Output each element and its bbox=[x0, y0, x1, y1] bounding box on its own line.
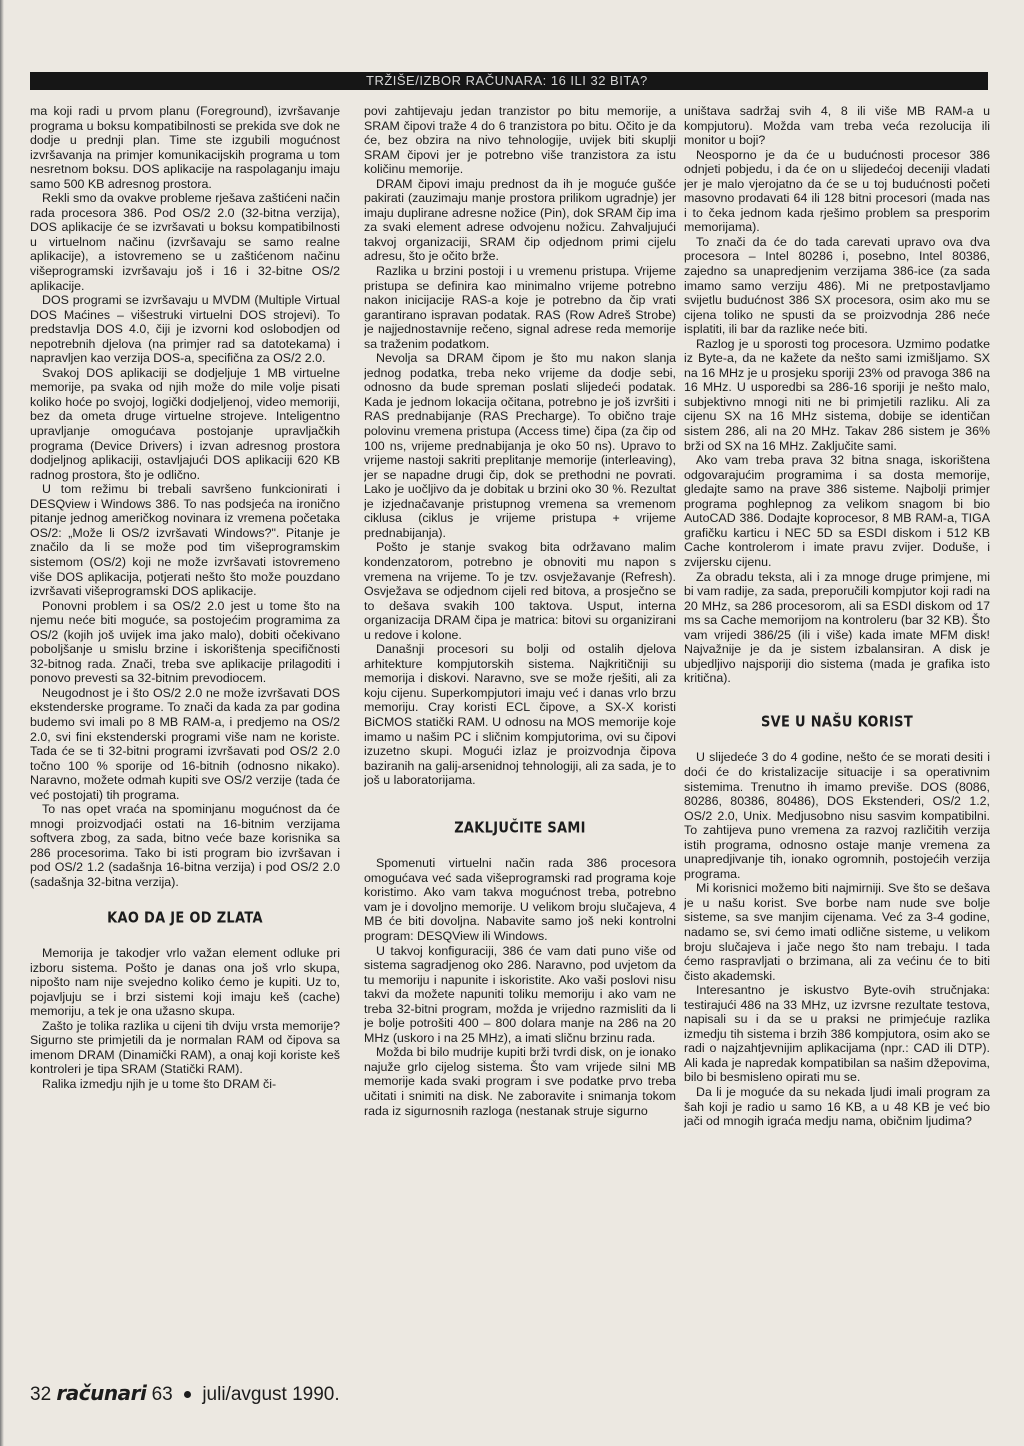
running-header bbox=[30, 72, 988, 90]
paragraph: ma koji radi u prvom planu (Foreground), izvršavanje programa u boksu kompatibilnosti se prekida sve dok ne dodje u prednji plan. Time ste izgubili mogućnost izvršavanja na primjer komunikacijskih programa u tom nesretnom boksu. DOS aplikacije na raspolaganju imaju samo 500 KB adresnog prostora. bbox=[30, 104, 340, 191]
issue-date: juli/avgust 1990. bbox=[202, 1384, 340, 1405]
section-heading: ZAKLJUČITE SAMI bbox=[454, 819, 586, 837]
paragraph: Ako vam treba prava 32 bitna snaga, iskorištena odgovarajućim programima i sa dosta memorije, gledajte samo na prave 386 sisteme. Najbolji primjer programa poghlepnog za velikom snagom bi bio AutoCAD 386. Dodajte koprocesor, 8 MB RAM-a, TIGA grafičku karticu i NEC 5D sa ESDI diskom i 512 KB Cache kontrolerom i imate pravu zvijer. Doduše, i zvijersku cijenu. bbox=[684, 453, 990, 569]
paragraph: Mi korisnici možemo biti najmirniji. Sve što se dešava je u našu korist. Sve borbe nam nude sve bolje sisteme, sa sve manjim cijenama. Već za 3-4 godine, nadamo se, svi ćemo imati odlične sisteme, u velikom broju slučajeva i jače nego što nam trebaju. I tada ćemo raspravljati o brzimana, ali za većinu će to biti čisto akademski. bbox=[684, 881, 990, 983]
paragraph: Spomenuti virtuelni način rada 386 procesora omogućava već sada višeprogramski rad programa koje koristimo. Ako vam takva mogućnost treba, potrebno vam je i dovoljno memorije. U velikom broju slučajeva, 4 MB će biti dovoljna. Nabavite samo još neki kontrolni program: DESQView ili Windows. bbox=[364, 856, 676, 943]
column-1 bbox=[30, 104, 340, 1366]
paragraph: Razlog je u sporosti tog procesora. Uzmimo podatke iz Byte-a, da ne kažete da nešto sami izmišljamo. SX na 16 MHz je u prosjeku sporiji 23% od pravoga 386 na 16 MHz. U usporedbi sa 286-16 sporiji je nešto malo, subjektivno mnogi niti ne bi primjetili razliku. Ali za cijenu SX na 16 MHz sistema, dobije se identičan sistem 286, ali na 20 MHz. Takav 286 sistem je 36% brži od SX na 16 MHz. Zaključite sami. bbox=[684, 336, 990, 453]
paragraph: Nevolja sa DRAM čipom je što mu nakon slanja jednog podatka, treba neko vrijeme da dodje sebi, odnosno da bude spreman poslati slijedeći podatak. Kada je jednom lokacija očitana, potrebno je još izvršiti i RAS prednabijanje (RAS Precharge). To obično traje polovinu vremena pristupa (Access time) čipa (za čip od 100 ns, vrijeme prednabijanja je oko 50 ns). Upravo to vrijeme nastoji sakriti preplitanje memorije (interleaving), jer se napadne drugi čip, dok se prethodni ne povrati. Lako je uočljivo da je dobitak u brzini oko 30 %. Rezultat je izjednačavanje pristupnog vremena sa vremenom ciklusa (ciklus je vrijeme pristupa + vrijeme prednabijanja). bbox=[364, 351, 676, 540]
header-title: TRŽIŠE/IZBOR RAČUNARA: 16 ILI 32 BITA? bbox=[366, 73, 648, 88]
paragraph: Pošto je stanje svakog bita održavano malim kondenzatorom, potrebno je obnoviti mu napon s vremena na vrijeme. To je tzv. osvježavanje (Refresh). Osvježava se odjednom cijeli red bitova, a prosječno se to dešava svakih 100 taktova. Usput, interna organizacija DRAM čipa je matrica: bitovi su organizirani u redove i kolone. bbox=[364, 540, 676, 642]
page-footer bbox=[30, 1378, 340, 1408]
column-3 bbox=[684, 104, 990, 1366]
paragraph: Zašto je tolika razlika u cijeni tih dviju vrsta memorije? Sigurno ste primjetili da je normalan RAM od čipova sa imenom DRAM (Dinamički RAM), a onaj koji koriste keš kontroleri je tipa SRAM (Statički RAM). bbox=[30, 1018, 340, 1077]
column-2 bbox=[364, 104, 676, 1366]
paragraph: Možda bi bilo mudrije kupiti brži tvrdi disk, on je ionako najuže grlo cijelog sistema. Što vam vrijede silni MB memorije kada svaki program i sve podatke prvo treba učitati i snimiti na disk. Ne zaboravite i snimanja tokom rada iz sigurnosnih razloga (nestanak struje sigurno bbox=[364, 1045, 676, 1118]
section-heading: KAO DA JE OD ZLATA bbox=[107, 909, 263, 927]
paragraph: To znači da će do tada carevati upravo ova dva procesora – Intel 80286 i, posebno, Intel 80386, zajedno sa unapredjenim verzijama 386-ice (za sada imamo samo verziju 486). Mi ne pretpostavljamo svijetlu budućnost 386 SX procesora, osim ako mu se cijena toliko ne spusti da se proizvodnja 286 neće isplatiti, ili bar da razlike neće biti. bbox=[684, 234, 990, 337]
paragraph: Današnji procesori su bolji od ostalih djelova arhitekture kompjutorskih sistema. Najkritičniji su memorija i diskovi. Naravno, sve se može rješiti, ali za koju cijenu. Superkompjutori imaju već i danas vrlo brzu memoriju. Cray koristi ECL čipove, a SX-X koristi BiCMOS statički RAM. U odnosu na MOS memorije koje imamo u našim PC i sličnim kompjutorima, ovi su čipovi izuzetno skupi. Mogući izlaz je proizvodnja čipova baziranih na galij-arsenidnoj tehnologiji, ali za sada, je to još u laboratorijama. bbox=[364, 642, 676, 788]
page-edge bbox=[0, 0, 4, 1446]
paragraph: Za obradu teksta, ali i za mnoge druge primjene, mi bi vam radije, za sada, preporučili kompjutor koji radi na 20 MHz, sa 286 procesorom, ali sa ESDI diskom od 17 ms sa Cache memorijom na kontroleru (bar 32 KB). Što vam vrijedi 386/25 (ili i više) kada imate MFM disk! Najvažnije je da je sistem izbalansiran. A disk je ubjedljivo najsporiji dio sistema (mada je grafika isto kritična). bbox=[684, 569, 990, 686]
issue-number: 63 bbox=[151, 1384, 173, 1405]
paragraph: Svakoj DOS aplikaciji se dodjeljuje 1 MB virtuelne memorije, pa svaka od njih može do mile volje pisati koliko hoće po svojoj, logički dodjeljenoj, video memoriji, bez da ometa druge virtuelne strojeve. Inteligentno upravljanje omogućava postojanje upravljačkih programa (Device Drivers) i izvan adresnog prostora dodjeljnog aplikaciji, ostavljajući DOS aplikaciji 620 KB radnog prostora, što je odlično. bbox=[30, 365, 340, 482]
paragraph: povi zahtijevaju jedan tranzistor po bitu memorije, a SRAM čipovi traže 4 do 6 tranzistora po bitu. Očito je da će, bez obzira na nivo tehnologije, uvijek biti skuplji SRAM čipovi jer je potrebno više tranzistora za istu količinu memorije. bbox=[364, 104, 676, 177]
paragraph: Interesantno je iskustvo Byte-ovih stručnjaka: testirajući 486 na 33 MHz, uz izvrsne rezultate testova, napisali su i da se u praksi ne primjećuje razlika izmedju tih sistema i brzih 386 kompjutora, osim ako se radi o najzahtjevnijim aplikacijama (npr.: CAD ili DTP). Ali kada je napredak kompatibilan sa našim džepovima, bilo bi besmisleno opirati mu se. bbox=[684, 983, 990, 1085]
page-number: 32 bbox=[30, 1384, 52, 1405]
paragraph: Da li je moguće da su nekada ljudi imali program za šah koji je radio u samo 16 KB, a u 48 KB je već bio jači od mnogih igraća medju nama, običnim ljudima? bbox=[684, 1085, 990, 1129]
bullet-dot bbox=[184, 1391, 191, 1398]
paragraph: Rekli smo da ovakve probleme rješava zaštićeni način rada procesora 386. Pod OS/2 2.0 (32-bitna verzija), DOS aplikacije će se izvršavati u boksu kompatibilnosti u virtuelnom načinu (izvršavaju se samo realne aplikacije), a istovremeno se u zaštićenom načinu višeprogramski izvršavaju još i 16 i 32-bitne OS/2 aplikacije. bbox=[30, 191, 340, 293]
paragraph: Razlika u brzini postoji i u vremenu pristupa. Vrijeme pristupa se definira kao minimalno vrijeme potrebno nakon inicijacije RAS-a koje je potrebno da čip vrati garantirano ispravan podatak. RAS (Row Adreš Strobe) je najjednostavnije rečeno, signal adrese reda memorije sa traženim podatkom. bbox=[364, 264, 676, 351]
paragraph: U slijedeće 3 do 4 godine, nešto će se morati desiti i doći će do kristalizacije situacije i sa operativnim sistemima. Trenutno ih imamo previše. DOS (8086, 80286, 80386, 80486), DOS Ekstenderi, OS/2 1.2, OS/2 2.0, Unix. Medjusobno nisu sasvim kompatibilni. To zahtijeva puno vremena za razvoj različitih verzija istih programa, odnosno ostaje manje vremena za unapredjivanje tih, ionako ogromnih, postojećih verzija programa. bbox=[684, 750, 990, 881]
paragraph: DOS programi se izvršavaju u MVDM (Multiple Virtual DOS Maćines – višestruki virtuelni DOS strojevi). To predstavlja DOS 4.0, čiji je izvorni kod oslobodjen od nepotrebnih djelova (na primjer rad sa datotekama) i napravljen kao verzija DOS-a, specifična za OS/2 2.0. bbox=[30, 293, 340, 366]
paragraph: DRAM čipovi imaju prednost da ih je moguće gušće pakirati (zauzimaju manje prostora prilikom ugradnje) jer imaju duplirane adresne nožice (Pin), dok SRAM čip ima za svaki element adrese odvojenu nožicu. Zahvaljujući takvoj organizaciji, SRAM čip odjednom primi cijelu adresu, što je očito brže. bbox=[364, 176, 676, 264]
paragraph: To nas opet vraća na spominjanu mogućnost da će mnogi proizvodjaći ostati na 16-bitnim verzijama softvera zbog, za sada, bitno veće baze korisnika sa 286 procesorima. Tako bi isti program bio izvršavan i pod OS/2 1.2 (sadašnja 16-bitna verzija) i pod OS/2 2.0 (sadašnja 32-bitna verzija). bbox=[30, 802, 340, 889]
paragraph: Ralika izmedju njih je u tome što DRAM či- bbox=[42, 1077, 277, 1091]
paragraph: Ponovni problem i sa OS/2 2.0 jest u tome što na njemu neće biti moguće, sa postojećim programima za OS/2 (kojih još uvijek ima jako malo), dobiti očekivano poboljšanje u smislu brzine i iskorištenja specifičnosti 32-bitnog rada. Znači, treba sve aplikacije prilagoditi i ponovo prevesti sa 32-bitnim prevodiocem. bbox=[30, 598, 340, 686]
paragraph: Neugodnost je i što OS/2 2.0 ne može izvršavati DOS ekstenderske programe. To znači da kada za par godina budemo svi imali po 8 MB RAM-a, i predjemo na OS/2 2.0, svi fini ekstenderski programi više nam ne koriste. Tada će se ti 32-bitni programi izvršavati pod OS/2 2.0 točno 100 % sporije od 16-bitnih (odnosno nikako). Naravno, možete odmah kupiti sve OS/2 verzije (tada će već postojati) tih programa. bbox=[30, 685, 340, 802]
section-heading: SVE U NAŠU KORIST bbox=[760, 713, 914, 731]
paragraph: Memorija je takodjer vrlo važan element odluke pri izboru sistema. Pošto je danas ona još vrlo skupa, nipošto nam nije svejedno koliko ćemo je kupiti. Uz to, pojavljuju se i brzi sistemi koji imaju keš (cache) memoriju, a tek je ona užasno skupa. bbox=[30, 946, 340, 1019]
paragraph: U tom režimu bi trebali savršeno funkcionirati i DESQview i Windows 386. To nas podsjeća na ironično pitanje jednog američkog novinara iz vremena početaka OS/2: „Može li OS/2 izvršavati Windows?". Pitanje je značilo da li se može pod tim višeprogramskim sistemom (OS/2) koji ne može izvršavati istovremeno više DOS aplikacija, potjerati nešto što može pouzdano izvršavati višeprogramski DOS aplikacije. bbox=[30, 482, 340, 599]
paragraph: U takvoj konfiguraciji, 386 će vam dati puno više od sistema sagradjenog oko 286. Naravno, pod uvjetom da tu memoriju i napunite i iskoristite. Ako vaši poslovi nisu takvi da možete napuniti toliku memoriju i ako vam ne treba 32-bitni program, možda je vrijedno razmisliti da li je bolje potrošiti 400 – 800 dolara manje na 286 na 20 MHz (uskoro i na 25 MHz), a imati sličnu brzinu rada. bbox=[364, 943, 676, 1045]
paragraph: Neosporno je da će u budućnosti procesor 386 odnjeti pobjedu, i da će on u slijedećoj deceniji vladati jer je malo vjerojatno da će se u toj budućnosti početi masovno prodavati 64 ili 128 bitni procesori (mada nas i to čeka jednom kada rješimo problem sa presporim memorijama). bbox=[684, 147, 990, 235]
paragraph: uništava sadržaj svih 4, 8 ili više MB RAM-a u kompjutoru). Možda vam treba veća rezolucija ili monitor u boji? bbox=[684, 104, 990, 148]
magazine-logo: računari bbox=[56, 1381, 147, 1405]
